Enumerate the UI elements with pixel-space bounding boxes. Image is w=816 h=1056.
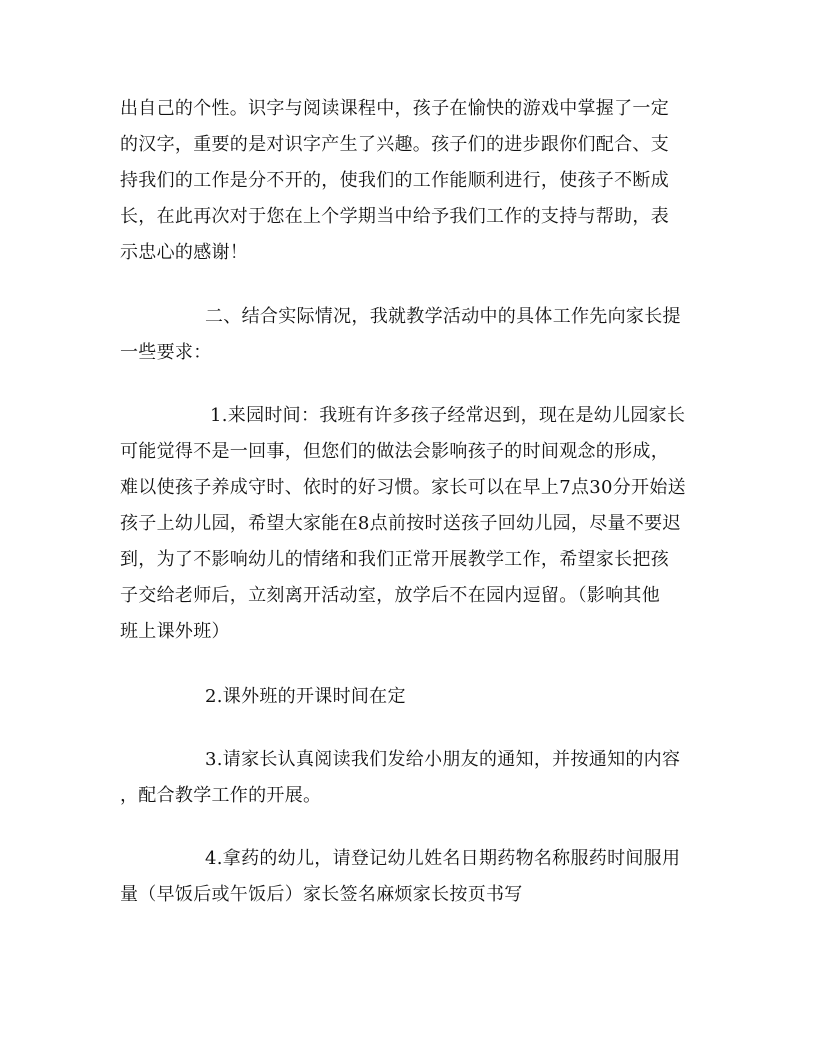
- text-line: 量（早饭后或午饭后）家长签名麻烦家长按页书写: [120, 884, 523, 905]
- text-line: 出自己的个性。识字与阅读课程中，孩子在愉快的游戏中掌握了一定: [120, 98, 669, 119]
- text-line: 的汉字，重要的是对识字产生了兴趣。孩子们的进步跟你们配合、支: [120, 134, 669, 155]
- text-line: 4.拿药的幼儿，请登记幼儿姓名日期药物名称服药时间服用: [205, 848, 681, 869]
- text-line: 可能觉得不是一回事，但您们的做法会影响孩子的时间观念的形成，: [120, 441, 669, 462]
- text-line: 1.来园时间：我班有许多孩子经常迟到，现在是幼儿园家长: [210, 405, 686, 426]
- text-line: 示忠心的感谢！: [120, 242, 249, 263]
- section-heading-line: 二、结合实际情况，我就教学活动中的具体工作先向家长提: [205, 306, 681, 327]
- text-line: ，配合教学工作的开展。: [120, 785, 322, 806]
- text-line: 难以使孩子养成守时、依时的好习惯。家长可以在早上7点30分开始送: [120, 477, 686, 498]
- text-line: 2.课外班的开课时间在定: [205, 686, 406, 707]
- text-line: 孩子上幼儿园，希望大家能在8点前按时送孩子回幼儿园，尽量不要迟: [120, 513, 681, 534]
- text-line: 长，在此再次对于您在上个学期当中给予我们工作的支持与帮助，表: [120, 206, 669, 227]
- text-line: 子交给老师后，立刻离开活动室，放学后不在园内逗留。（影响其他: [120, 585, 660, 606]
- text-line: 到，为了不影响幼儿的情绪和我们正常开展教学工作，希望家长把孩: [120, 549, 669, 570]
- text-line: 持我们的工作是分不开的，使我们的工作能顺利进行，使孩子不断成: [120, 170, 669, 191]
- text-line: 班上课外班）: [120, 621, 230, 642]
- text-line: 一些要求：: [120, 342, 212, 363]
- text-line: 3.请家长认真阅读我们发给小朋友的通知，并按通知的内容: [205, 749, 681, 770]
